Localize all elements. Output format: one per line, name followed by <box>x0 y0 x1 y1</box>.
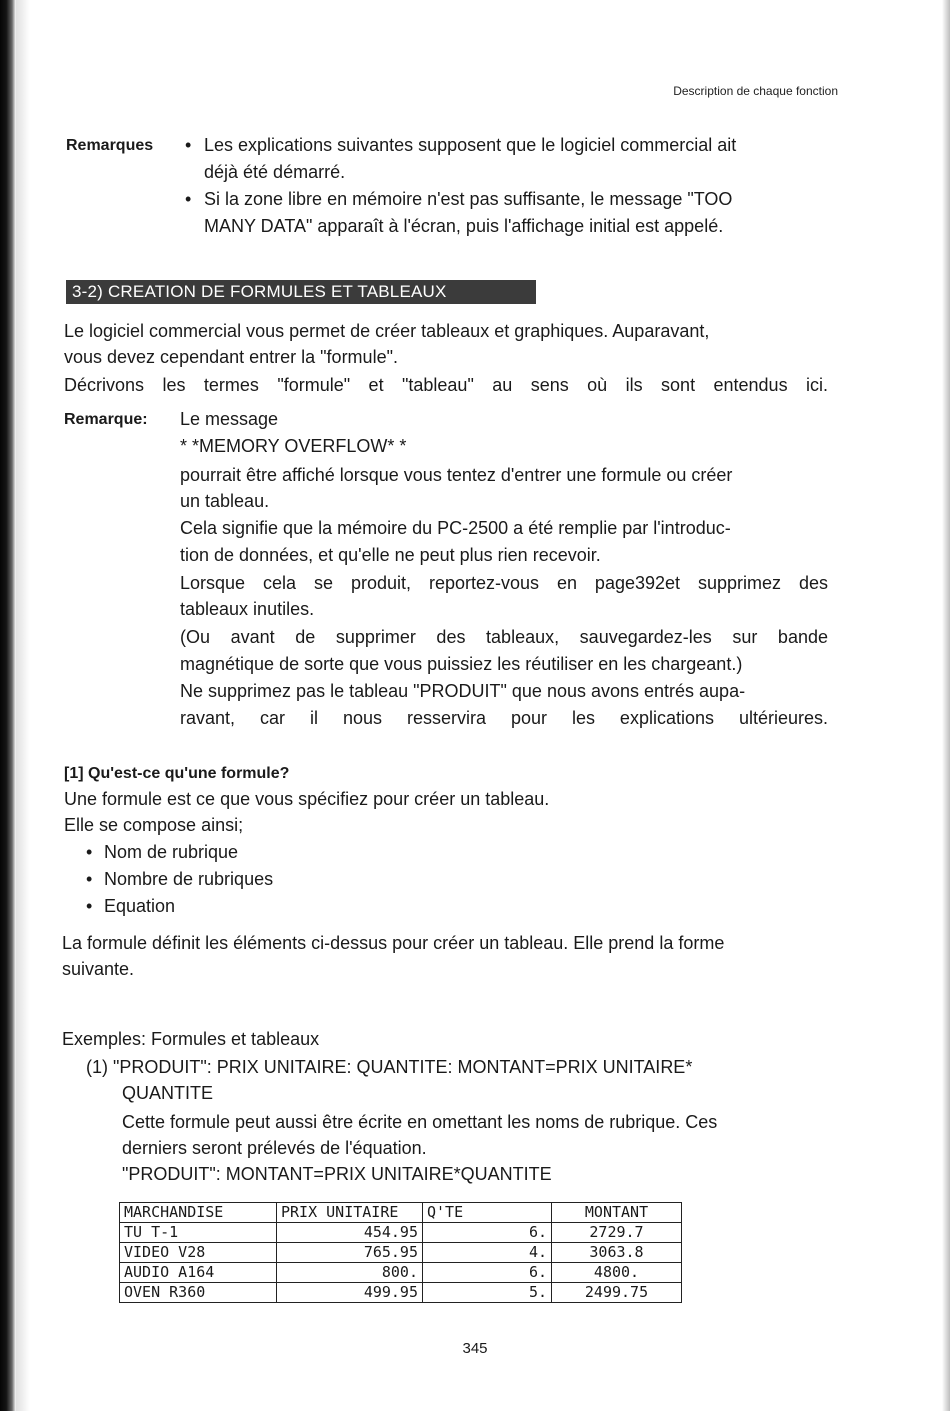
table-cell: 800. <box>277 1263 423 1283</box>
remarque-line9: (Ou avant de supprimer des tableaux, sauvegardez-les sur bande <box>180 627 828 647</box>
remarque-label: Remarque: <box>64 411 148 428</box>
formule-line2: Elle se compose ainsi; <box>64 815 244 835</box>
bullet-icon: • <box>86 842 93 862</box>
exemple1-line1: (1) "PRODUIT": PRIX UNITAIRE: QUANTITE: MONTANT=PRIX UNITAIRE* <box>86 1057 693 1077</box>
exemple-formula2: "PRODUIT": MONTANT=PRIX UNITAIRE*QUANTITE <box>122 1164 552 1184</box>
table-cell: AUDIO A164 <box>120 1263 277 1283</box>
remarques-bullet2-line2: MANY DATA" apparaît à l'écran, puis l'affichage initial est appelé. <box>204 216 724 236</box>
table-cell: 6. <box>423 1263 552 1283</box>
remarque-line7: Lorsque cela se produit, reportez-vous en page392et supprimez des <box>180 573 828 593</box>
remarque-line10: magnétique de sorte que vous puissiez les réutiliser en les chargeant.) <box>180 654 743 674</box>
table-header-cell: MONTANT <box>552 1203 682 1223</box>
remarque-line2: * *MEMORY OVERFLOW* * <box>180 436 407 456</box>
produit-table <box>119 1202 682 1303</box>
formule-line1: Une formule est ce que vous spécifiez pour créer un tableau. <box>64 789 550 809</box>
remarques-bullet1-line2: déjà été démarré. <box>204 162 346 182</box>
running-header: Description de chaque fonction <box>673 84 838 98</box>
table-cell: 499.95 <box>277 1283 423 1303</box>
bullet-icon: • <box>86 896 93 916</box>
table-cell: 6. <box>423 1223 552 1243</box>
intro-line3: Décrivons les termes "formule" et "tableau" au sens où ils sont entendus ici. <box>64 375 828 395</box>
table-header-cell: PRIX UNITAIRE <box>277 1203 423 1223</box>
book-spine-shadow <box>0 0 16 1411</box>
section-title: 3-2) CREATION DE FORMULES ET TABLEAUX <box>66 280 536 304</box>
remarques-label: Remarques <box>66 137 154 154</box>
formule-item-3: Equation <box>104 896 176 916</box>
table-cell: 454.95 <box>277 1223 423 1243</box>
remarque-line12: ravant, car il nous resservira pour les explications ultérieures. <box>180 708 828 728</box>
table-row <box>120 1283 682 1303</box>
table-cell: 4. <box>423 1243 552 1263</box>
formule-heading: [1] Qu'est-ce qu'une formule? <box>64 765 290 782</box>
remarques-bullet2-line1: Si la zone libre en mémoire n'est pas suffisante, le message "TOO <box>204 189 733 209</box>
remarque-line4: un tableau. <box>180 491 270 511</box>
remarque-line6: tion de données, et qu'elle ne peut plus rien recevoir. <box>180 545 601 565</box>
formule-desc-line1: La formule définit les éléments ci-dessus pour créer un tableau. Elle prend la forme <box>62 933 725 953</box>
remarque-line1: Le message <box>180 409 279 429</box>
table-row <box>120 1223 682 1243</box>
remarque-line5: Cela signifie que la mémoire du PC-2500 a été remplie par l'introduc- <box>180 518 731 538</box>
exemple-note-line2: derniers seront prélevés de l'équation. <box>122 1138 427 1158</box>
exemples-title: Exemples: Formules et tableaux <box>62 1029 320 1049</box>
formule-desc-line2: suivante. <box>62 959 135 979</box>
table-header-cell: MARCHANDISE <box>120 1203 277 1223</box>
table-cell: 2499.75 <box>552 1283 682 1303</box>
table-cell: 2729.7 <box>552 1223 682 1243</box>
intro-line1: Le logiciel commercial vous permet de créer tableaux et graphiques. Auparavant, <box>64 321 710 341</box>
gutter-shadow <box>16 0 30 1411</box>
table-row <box>120 1263 682 1283</box>
page-number: 345 <box>462 1340 488 1357</box>
remarques-bullet1-line1: Les explications suivantes supposent que le logiciel commercial ait <box>204 135 737 155</box>
table-row <box>120 1243 682 1263</box>
table-cell: TU T-1 <box>120 1223 277 1243</box>
remarque-line3: pourrait être affiché lorsque vous tentez d'entrer une formule ou créer <box>180 465 733 485</box>
table-header-cell: Q'TE <box>423 1203 552 1223</box>
table-cell: 3063.8 <box>552 1243 682 1263</box>
table-cell: VIDEO V28 <box>120 1243 277 1263</box>
bullet-icon: • <box>86 869 93 889</box>
intro-line2: vous devez cependant entrer la "formule". <box>64 347 398 367</box>
formule-item-1: Nom de rubrique <box>104 842 239 862</box>
formule-item-2: Nombre de rubriques <box>104 869 274 889</box>
bullet-icon: • <box>185 135 192 155</box>
table-cell: OVEN R360 <box>120 1283 277 1303</box>
table-header-row <box>120 1203 682 1223</box>
bullet-icon: • <box>185 189 192 209</box>
table-cell: 765.95 <box>277 1243 423 1263</box>
table-cell: 5. <box>423 1283 552 1303</box>
remarque-line11: Ne supprimez pas le tableau "PRODUIT" que nous avons entrés aupa- <box>180 681 746 701</box>
table-cell: 4800. <box>552 1263 682 1283</box>
exemple-note-line1: Cette formule peut aussi être écrite en omettant les noms de rubrique. Ces <box>122 1112 718 1132</box>
remarque-line8: tableaux inutiles. <box>180 599 315 619</box>
exemple1-line2: QUANTITE <box>122 1083 214 1103</box>
page-edge-shadow <box>942 0 950 1411</box>
